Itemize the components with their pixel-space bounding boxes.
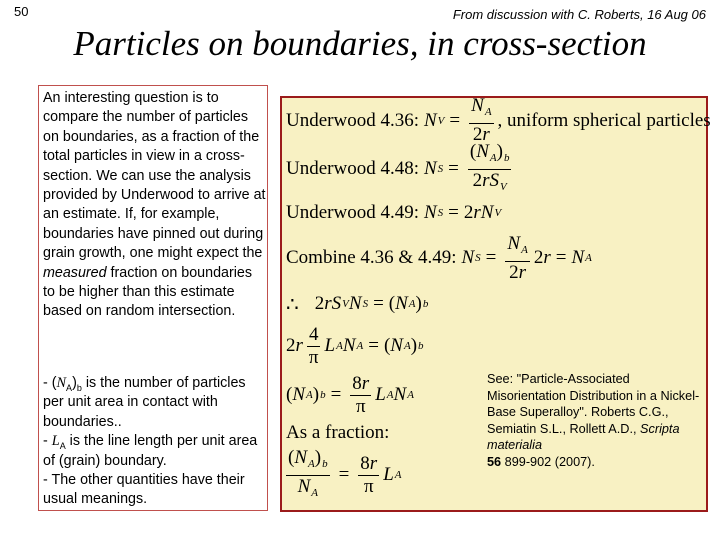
definition-na-b: - $(N_A)_b$ is the number of particles per unit area in contact with boundaries.. <box>43 375 246 430</box>
equation-boundary-particles: ( N A ) b = $\frac{8r}{\pi}$ L A N A <box>286 372 414 417</box>
equation-therefore: ∴ 2 rS V N S = ( N A ) b <box>286 293 429 316</box>
source-note: From discussion with C. Roberts, 16 Aug 06 <box>452 7 706 22</box>
fraction-label: As a fraction: <box>286 422 390 443</box>
equation-underwood-4-36: Underwood 4.36: N V = $\frac{N_A}{2r}$ , uniform spherical particles <box>286 95 711 145</box>
journal-volume: 56 <box>487 454 502 469</box>
therefore-symbol: ∴ <box>286 293 299 316</box>
equation-underwood-4-49: Underwood 4.49: N S = 2 rN V <box>286 202 502 223</box>
explanation-text-box <box>38 85 268 511</box>
equation-label: Underwood 4.36: <box>286 109 419 131</box>
equation-combined: Combine 4.36 & 4.49: N S = $\frac{N_A}{2r}$ 2 r = N A <box>286 232 592 283</box>
definition-la: - $L_A$ is the line length per unit area of (grain) boundary. <box>43 433 258 469</box>
equation-label: Underwood 4.48: <box>286 158 419 179</box>
equation-label: Underwood 4.49: <box>286 202 419 223</box>
measured-emphasis: measured <box>43 264 107 281</box>
journal-name: Scripta materialia <box>487 421 680 453</box>
equation-result: 2 r $\frac{4}{\pi}$ L A N A = ( N A ) b <box>286 323 424 368</box>
reference-note: See: "Particle-Associated Misorientation Distribution in a Nickel-Base Superalloy". Roberts C.G., Semiatin S.L., Rollett A.D., Scripta materialia 56 899-902 (2007). <box>487 372 700 469</box>
definition-others: - The other quantities have their usual meanings. <box>43 472 245 508</box>
slide-number: 50 <box>14 4 29 19</box>
equation-fraction: $\frac{(N_A)_b}{N_A}$ = $\frac{8r}{\pi}$ L A <box>288 446 402 499</box>
slide-title: Particles on boundaries, in cross-section <box>73 24 647 63</box>
equation-label: Combine 4.36 & 4.49: <box>286 247 457 268</box>
intro-paragraph: An interesting question is to compare the number of particles on boundaries, as a fraction of the total particles in view in a cross-section. We can use the analysis provided by Underwood to arrive at an estimate. If, for example, boundaries have pinned out during grain growth, one might expect the measured fraction on boundaries to be higher than this estimate based on random intersection. <box>43 90 266 320</box>
equation-underwood-4-48: Underwood 4.48: N S = $\frac{(N_A)_b}{2rS_V}$ <box>286 140 510 193</box>
